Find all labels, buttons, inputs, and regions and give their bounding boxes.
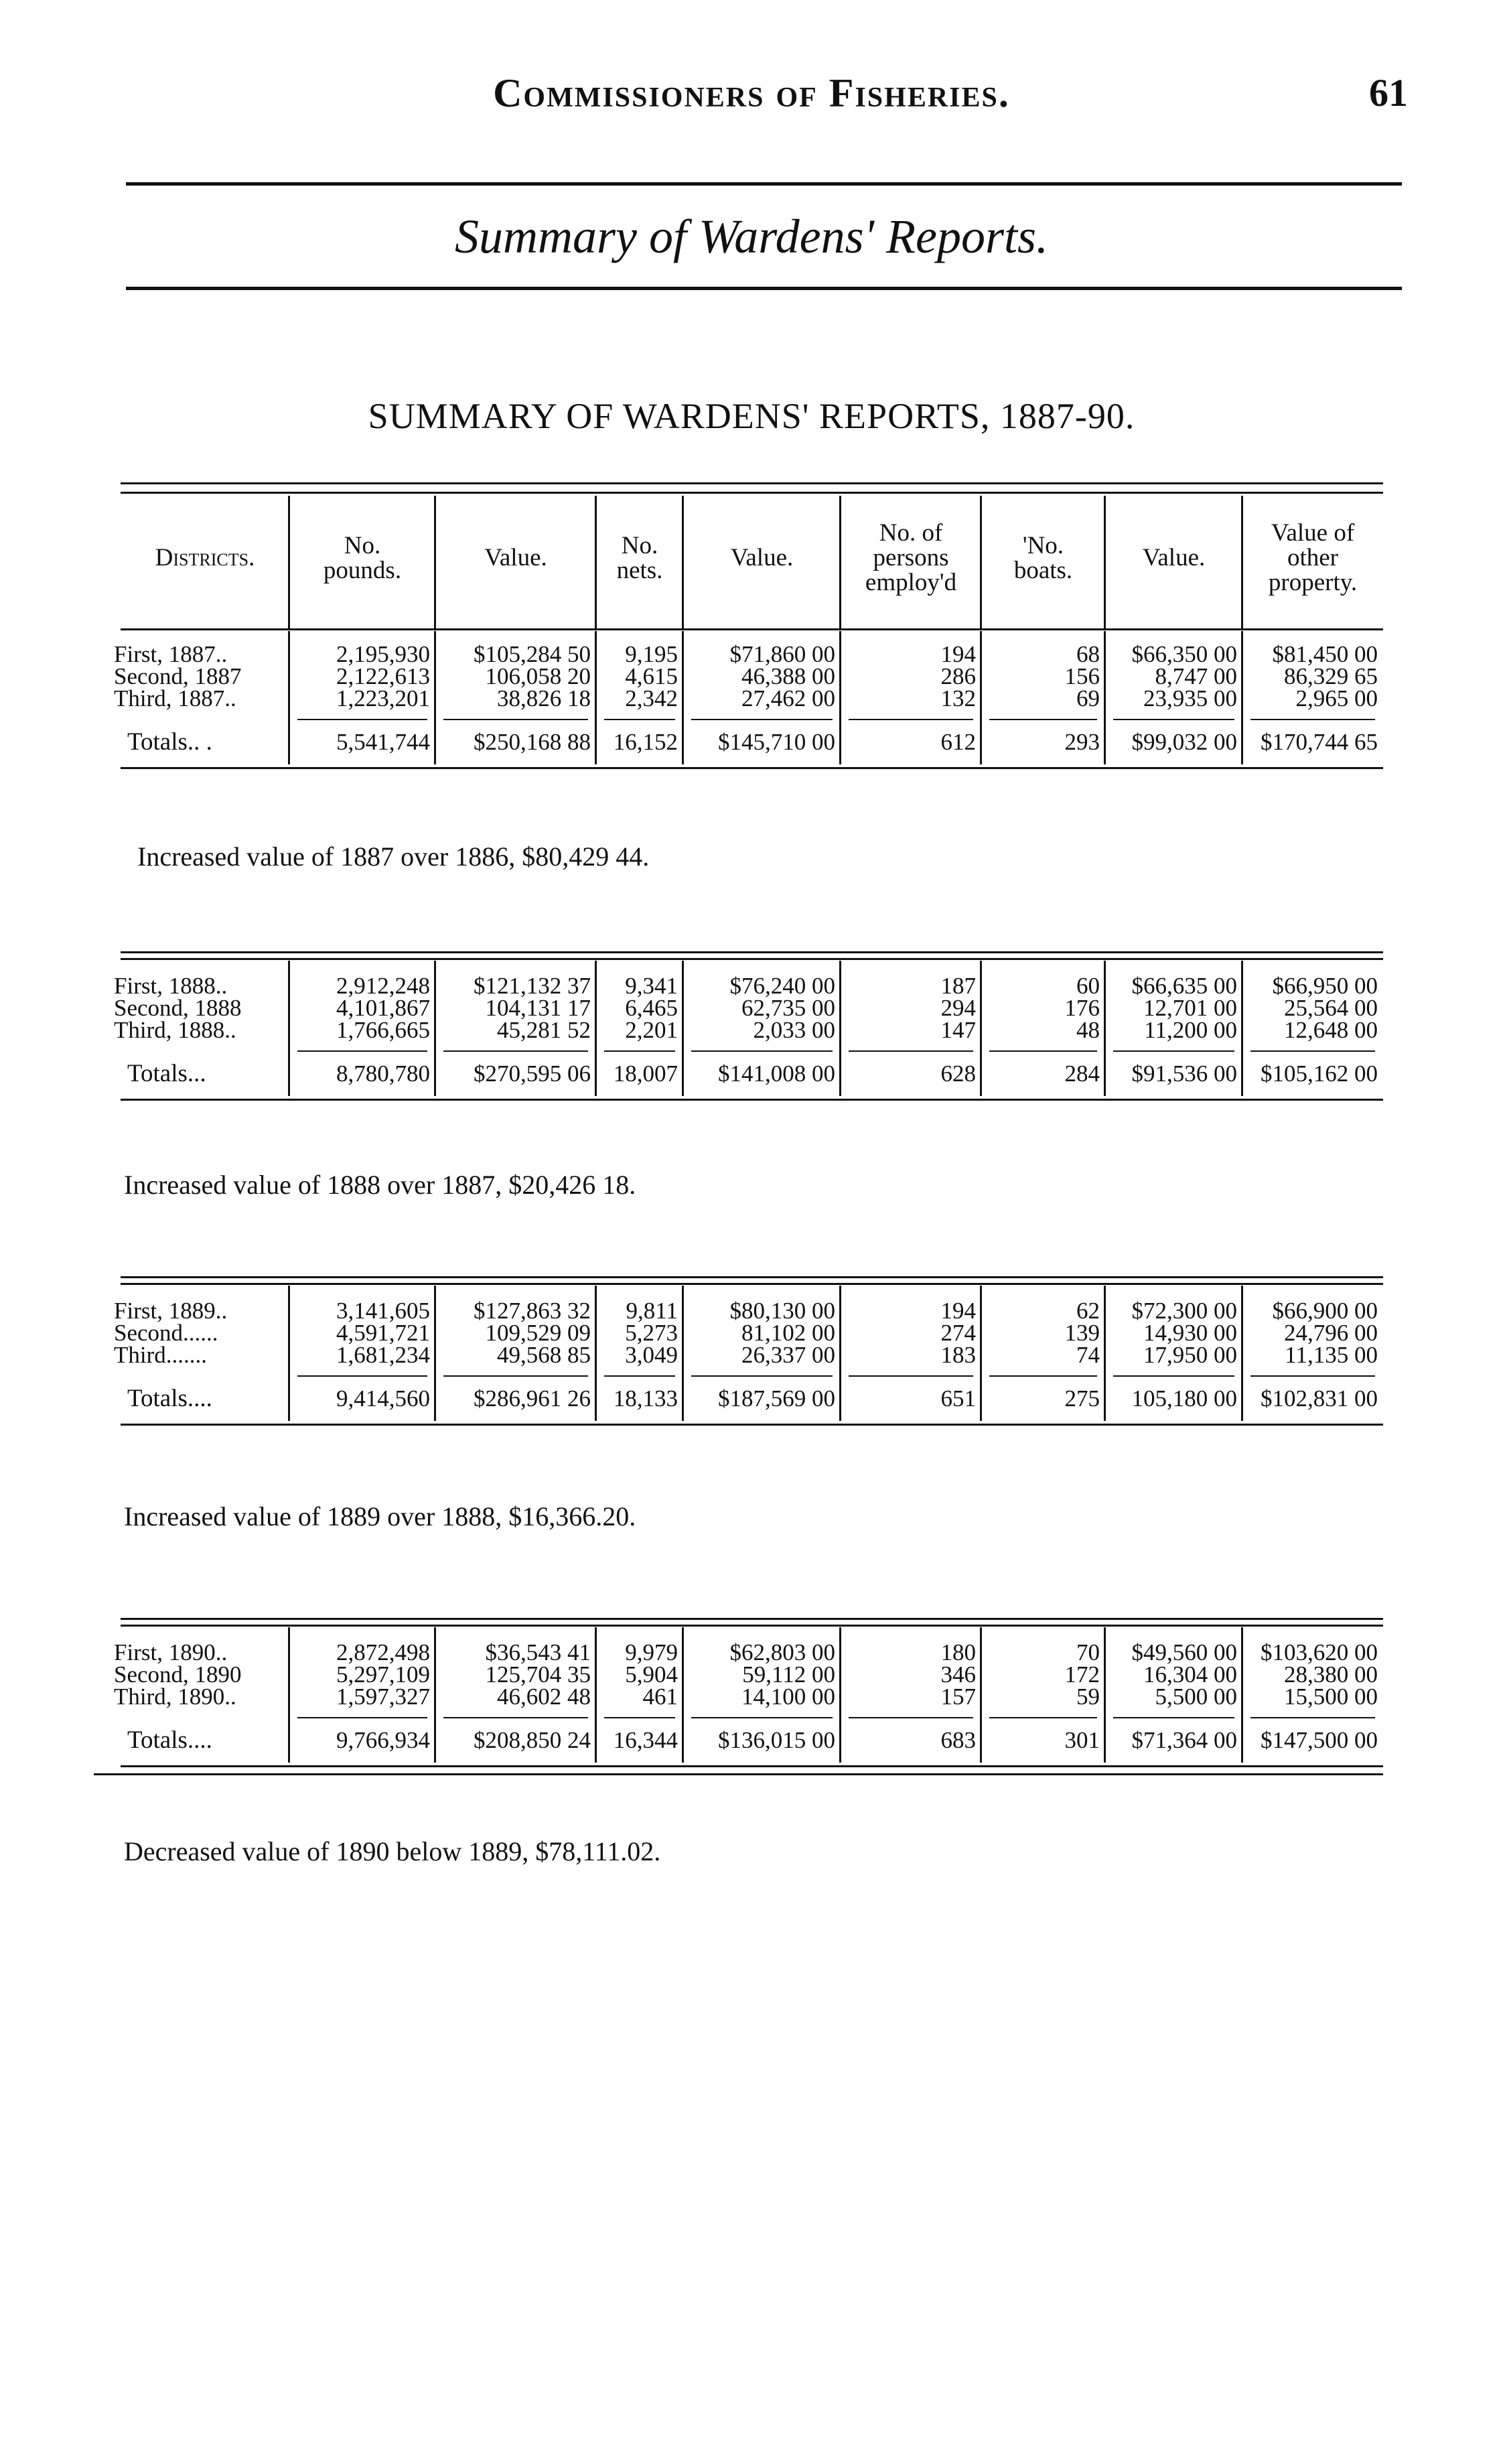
table-column-rule [288,1286,290,1421]
table-column-rule [288,1627,290,1763]
table-row-third-col-2: 46,602 48 [497,1684,591,1710]
totals-col-7: 105,180 00 [1131,1385,1237,1412]
table-row-first-col-2: $36,543 41 [485,1639,591,1665]
subtotal-rule [604,1375,675,1377]
table-column-rule [682,1627,684,1763]
subtotal-rule [989,1375,1097,1377]
totals-col-8: $102,831 00 [1261,1385,1378,1412]
table-column-rule [1241,961,1243,1096]
subtotal-rule [1250,1375,1375,1377]
table-column-rule [595,631,597,764]
table-bottom-rule-double [94,1773,1383,1775]
table-row-second-col-5: 294 [940,995,976,1021]
table-row-third-col-1: 1,766,665 [336,1017,430,1043]
table-top-rule [121,1625,1383,1627]
header-no-persons: No. of persons employ'd [865,519,957,596]
header-underline [121,628,1383,630]
table-row-second-col-3: 5,904 [625,1661,678,1688]
subtotal-rule [297,1050,427,1052]
subtotal-rule [297,719,427,720]
table-column-rule [434,961,436,1096]
totals-col-5: 651 [940,1385,976,1412]
header-column-rule [980,496,982,630]
totals-col-3: 18,133 [613,1385,678,1412]
table-row-second-col-5: 346 [940,1661,976,1688]
table-bottom-rule [121,767,1383,769]
table-row-third-col-7: 11,200 00 [1144,1017,1237,1043]
table-column-rule [1241,1627,1243,1763]
table-row-third-col-4: 14,100 00 [741,1684,835,1710]
table-row-first-col-8: $66,950 00 [1272,973,1378,999]
table-column-rule [839,631,841,764]
table-column-rule [434,1627,436,1763]
table-row-first-col-5: 187 [940,973,976,999]
header-column-rule [434,496,436,630]
subtotal-rule [989,1717,1097,1718]
subtotal-rule [849,1050,973,1052]
table-row-first-col-7: $66,635 00 [1131,973,1237,999]
table-row-first-col-1: 2,195,930 [336,641,430,667]
table-top-rule [121,958,1383,960]
table-row-second-col-2: 109,529 09 [485,1320,591,1346]
table-row-second-col-4: 81,102 00 [741,1320,835,1346]
table-row-first-col-5: 180 [940,1639,976,1665]
table-row-first-col-1: 3,141,605 [336,1298,430,1324]
subtotal-rule [691,1717,833,1718]
table-row-second-col-2: 106,058 20 [485,663,591,689]
totals-label: Totals... [127,1060,206,1087]
totals-col-1: 8,780,780 [336,1060,430,1087]
subtotal-rule [443,1050,588,1052]
totals-col-3: 18,007 [613,1060,678,1087]
table-column-rule [980,1627,982,1763]
table-row-second-col-8: 28,380 00 [1284,1661,1378,1688]
table-row-first-col-8: $81,450 00 [1272,641,1378,667]
subtotal-rule [849,1717,973,1718]
subtotal-rule [604,1050,675,1052]
subtotal-rule [1250,1050,1375,1052]
totals-col-1: 9,766,934 [336,1727,430,1753]
table-row-first-col-4: $62,803 00 [729,1639,835,1665]
subtotal-rule [1113,1050,1234,1052]
totals-label: Totals.... [127,1726,212,1754]
header-rule [121,482,1383,484]
totals-col-7: $91,536 00 [1131,1060,1237,1087]
subtotal-rule [691,1375,833,1377]
table-row-second-district: Second, 1890 [114,1661,242,1688]
running-title: Commissioners of Fisheries. [493,71,1010,115]
table-row-first-col-6: 62 [1076,1298,1100,1324]
table-row-first-col-5: 194 [940,1298,976,1324]
table-row-first-col-2: $105,284 50 [474,641,591,667]
table-row-first-col-4: $76,240 00 [729,973,835,999]
table-row-second-col-7: 12,701 00 [1143,995,1237,1021]
table-row-first-col-7: $66,350 00 [1131,641,1237,667]
table-row-third-district: Third, 1890.. [114,1684,236,1710]
table-row-second-col-8: 86,329 65 [1284,663,1378,689]
totals-col-4: $136,015 00 [718,1727,835,1753]
totals-col-4: $141,008 00 [718,1060,835,1087]
table-row-second-col-3: 6,465 [625,995,678,1021]
table-row-third-col-6: 59 [1076,1684,1100,1710]
totals-col-2: $286,961 26 [474,1385,591,1412]
table-row-first-col-4: $71,860 00 [729,641,835,667]
table-row-second-col-6: 139 [1064,1320,1100,1346]
table-row-first-col-3: 9,341 [625,973,678,999]
document-title: SUMMARY OF WARDENS' REPORTS, 1887-90. [368,396,1135,436]
table-row-first-district: First, 1888.. [114,973,228,999]
table-row-third-col-5: 157 [940,1684,976,1710]
table-row-first-col-5: 194 [940,641,976,667]
table-row-first-col-6: 60 [1076,973,1100,999]
table-bottom-rule [121,1765,1383,1767]
header-column-rule [1241,496,1243,630]
table-row-first-col-6: 68 [1076,641,1100,667]
subtotal-rule [443,1375,588,1377]
table-row-third-col-8: 12,648 00 [1284,1017,1378,1043]
rule-bottom [126,287,1402,290]
table-row-third-col-8: 2,965 00 [1295,685,1378,711]
table-column-rule [682,1286,684,1421]
header-value-boats: Value. [1142,544,1206,571]
subtotal-rule [443,1717,588,1718]
subtotal-rule [989,1050,1097,1052]
table-column-rule [839,1627,841,1763]
table-bottom-rule [121,1424,1383,1426]
subtotal-rule [1250,1717,1375,1718]
table-row-first-col-3: 9,979 [625,1639,678,1665]
table-row-third-col-7: 5,500 00 [1155,1684,1237,1710]
table-row-third-col-6: 48 [1076,1017,1100,1043]
totals-col-6: 301 [1064,1727,1100,1753]
table-row-third-col-4: 2,033 00 [753,1017,835,1043]
running-header [0,70,1503,131]
totals-col-6: 275 [1064,1385,1100,1412]
totals-col-5: 683 [940,1727,976,1753]
totals-col-1: 5,541,744 [336,729,430,755]
table-row-first-col-3: 9,811 [626,1298,678,1324]
totals-col-8: $105,162 00 [1261,1060,1378,1087]
table-row-third-col-7: 17,950 00 [1143,1342,1237,1368]
subtotal-rule [1113,1375,1234,1377]
header-districts: Districts. [155,544,255,571]
table-top-rule [121,1618,1383,1620]
summary-note-4: Decreased value of 1890 below 1889, $78,111.02. [124,1836,661,1866]
summary-note-3: Increased value of 1889 over 1888, $16,366.20. [124,1501,636,1531]
table-top-rule [121,1283,1383,1285]
table-row-first-col-1: 2,872,498 [336,1639,430,1665]
table-column-rule [595,1627,597,1763]
totals-col-5: 612 [940,729,976,755]
table-column-rule [980,1286,982,1421]
table-row-third-col-2: 49,568 85 [497,1342,591,1368]
table-row-first-col-2: $121,132 37 [474,973,591,999]
subtotal-rule [989,719,1097,720]
table-row-first-district: First, 1890.. [114,1639,228,1665]
totals-col-8: $170,744 65 [1261,729,1378,755]
table-row-second-col-1: 4,591,721 [336,1320,430,1346]
table-column-rule [434,631,436,764]
table-row-second-col-3: 4,615 [625,663,678,689]
table-row-second-col-6: 156 [1064,663,1100,689]
table-top-rule [121,951,1383,953]
subtotal-rule [849,1375,973,1377]
table-row-third-col-3: 2,201 [625,1017,678,1043]
totals-col-5: 628 [940,1060,976,1087]
table-column-rule [980,631,982,764]
totals-col-3: 16,344 [613,1727,678,1753]
header-column-rule [682,496,684,630]
totals-col-2: $270,595 06 [474,1060,591,1087]
totals-col-4: $145,710 00 [718,729,835,755]
header-no-nets: No. nets. [616,531,663,584]
table-row-third-col-3: 3,049 [625,1342,678,1368]
table-row-third-col-8: 11,135 00 [1285,1342,1378,1368]
table-column-rule [839,1286,841,1421]
table-row-second-col-2: 104,131 17 [485,995,591,1021]
table-row-first-district: First, 1887.. [114,641,228,667]
table-column-rule [1104,961,1106,1096]
table-row-third-col-6: 74 [1076,1342,1100,1368]
table-column-rule [682,631,684,764]
subtotal-rule [1113,719,1234,720]
table-row-first-col-3: 9,195 [625,641,678,667]
totals-col-6: 293 [1064,729,1100,755]
subtotal-rule [1250,719,1375,720]
table-row-third-col-2: 45,281 52 [497,1017,591,1043]
totals-col-4: $187,569 00 [718,1385,835,1412]
table-row-third-col-4: 27,462 00 [741,685,835,711]
totals-col-3: 16,152 [613,729,678,755]
table-top-rule [121,1276,1383,1278]
table-column-rule [434,1286,436,1421]
table-row-first-col-2: $127,863 32 [474,1298,591,1324]
table-column-rule [1241,631,1243,764]
header-column-rule [839,496,841,630]
header-column-rule [1104,496,1106,630]
table-row-third-district: Third....... [114,1342,208,1368]
table-row-second-col-1: 2,122,613 [336,663,430,689]
table-column-rule [288,631,290,764]
header-value-pounds: Value. [484,544,547,571]
section-title: Summary of Wardens' Reports. [454,210,1049,263]
table-row-third-col-8: 15,500 00 [1284,1684,1378,1710]
header-column-rule [595,496,597,630]
totals-col-8: $147,500 00 [1261,1727,1378,1753]
table-row-first-col-4: $80,130 00 [729,1298,835,1324]
header-column-rule [288,496,290,630]
table-row-first-col-7: $49,560 00 [1131,1639,1237,1665]
totals-col-6: 284 [1064,1060,1100,1087]
table-row-first-district: First, 1889.. [114,1298,228,1324]
table-row-second-col-8: 24,796 00 [1284,1320,1378,1346]
totals-col-1: 9,414,560 [336,1385,430,1412]
table-row-third-col-5: 147 [940,1017,976,1043]
rule-top [126,182,1402,186]
table-row-third-col-4: 26,337 00 [741,1342,835,1368]
table-row-second-col-6: 176 [1064,995,1100,1021]
summary-note-1: Increased value of 1887 over 1886, $80,429 44. [137,841,650,872]
totals-col-2: $208,850 24 [474,1727,591,1753]
table-row-second-col-6: 172 [1064,1661,1100,1688]
header-rule [121,492,1383,494]
table-row-third-col-5: 132 [940,685,976,711]
table-row-third-col-5: 183 [940,1342,976,1368]
table-column-rule [980,961,982,1096]
table-row-third-col-2: 38,826 18 [497,685,591,711]
page-number: 61 [1369,71,1408,115]
table-row-second-col-3: 5,273 [625,1320,678,1346]
subtotal-rule [691,719,833,720]
subtotal-rule [691,1050,833,1052]
table-column-rule [288,961,290,1096]
table-row-second-col-4: 62,735 00 [741,995,835,1021]
table-row-second-col-2: 125,704 35 [485,1661,591,1688]
table-column-rule [1241,1286,1243,1421]
table-row-third-col-7: 23,935 00 [1143,685,1237,711]
subtotal-rule [604,719,675,720]
header-other-property: Value of other property. [1268,519,1358,596]
table-row-third-district: Third, 1888.. [114,1017,236,1043]
table-row-first-col-7: $72,300 00 [1131,1298,1237,1324]
table-row-first-col-8: $103,620 00 [1261,1639,1378,1665]
table-row-third-col-1: 1,223,201 [336,685,430,711]
summary-note-2: Increased value of 1888 over 1887, $20,426 18. [124,1170,636,1200]
table-row-first-col-1: 2,912,248 [336,973,430,999]
table-row-first-col-6: 70 [1076,1639,1100,1665]
table-row-second-district: Second, 1888 [114,995,242,1021]
totals-label: Totals.. . [127,728,212,756]
table-row-second-col-8: 25,564 00 [1284,995,1378,1021]
subtotal-rule [297,1375,427,1377]
totals-col-7: $99,032 00 [1131,729,1237,755]
table-column-rule [1104,1286,1106,1421]
table-column-rule [839,961,841,1096]
header-no-boats: 'No. boats. [1013,531,1073,584]
table-row-third-col-1: 1,681,234 [336,1342,430,1368]
subtotal-rule [443,719,588,720]
table-row-second-col-5: 274 [940,1320,976,1346]
table-column-rule [682,961,684,1096]
table-row-second-district: Second...... [114,1320,218,1346]
table-column-rule [595,961,597,1096]
totals-col-7: $71,364 00 [1131,1727,1237,1753]
table-row-second-col-5: 286 [940,663,976,689]
table-row-second-col-4: 46,388 00 [741,663,835,689]
totals-col-2: $250,168 88 [474,729,591,755]
subtotal-rule [297,1717,427,1718]
table-row-second-col-4: 59,112 00 [742,1661,835,1688]
subtotal-rule [604,1717,675,1718]
table-row-second-district: Second, 1887 [114,663,242,689]
totals-label: Totals.... [127,1385,212,1412]
table-column-rule [595,1286,597,1421]
table-row-third-col-3: 461 [642,1684,678,1710]
table-row-second-col-1: 5,297,109 [336,1661,430,1688]
table-column-rule [1104,1627,1106,1763]
table-row-first-col-8: $66,900 00 [1272,1298,1378,1324]
table-row-second-col-7: 8,747 00 [1155,663,1237,689]
header-value-nets: Value. [730,544,794,571]
table-row-third-district: Third, 1887.. [114,685,236,711]
subtotal-rule [1113,1717,1234,1718]
table-row-second-col-7: 14,930 00 [1143,1320,1237,1346]
table-column-rule [1104,631,1106,764]
table-row-third-col-1: 1,597,327 [336,1684,430,1710]
table-row-third-col-6: 69 [1076,685,1100,711]
table-row-second-col-7: 16,304 00 [1143,1661,1237,1688]
table-row-second-col-1: 4,101,867 [336,995,430,1021]
table-bottom-rule [121,1099,1383,1101]
subtotal-rule [849,719,973,720]
table-row-third-col-3: 2,342 [625,685,678,711]
header-no-pounds: No. pounds. [323,531,402,584]
